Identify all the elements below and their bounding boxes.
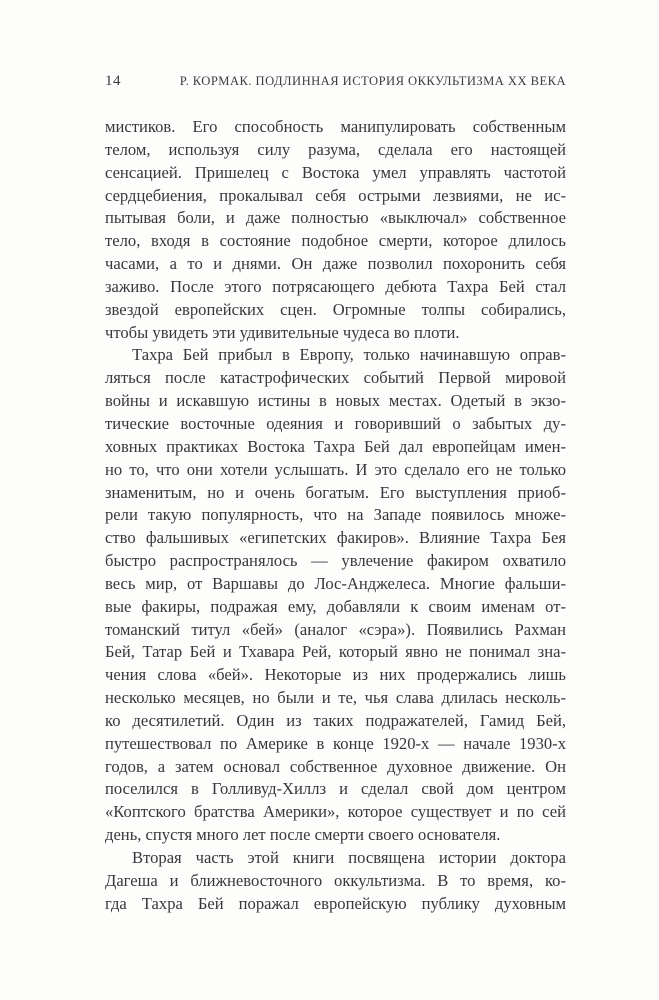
text-line: ховных практиках Востока Тахра Бей дал европейцам имен- xyxy=(105,436,566,456)
text-line: путешествовал по Америке в конце 1920-х — начале 1930-х xyxy=(105,733,566,753)
text-line: «Коптского братства Америки», которое существует и по сей xyxy=(105,802,566,822)
text-line: быстро распространялось — увлечение факиром охватило xyxy=(105,551,566,571)
running-header xyxy=(105,73,566,90)
text-line: томанский титул «бей» (аналог «сэра»). Появились Рахман xyxy=(105,619,566,639)
text-line: пытывая боли, и даже полностью «выключал» собственное xyxy=(105,208,566,228)
text-line: рели такую популярность, что на Западе появилось множе- xyxy=(105,505,566,525)
text-line: Дагеша и ближневосточного оккультизма. В то время, ко- xyxy=(105,870,566,890)
text-line: заживо. После этого потрясающего дебюта Тахра Бей стал xyxy=(105,276,566,296)
page-number: 14 xyxy=(105,73,121,89)
text-line: тело, входя в состояние подобное смерти, которое длилось xyxy=(105,231,566,251)
text-line: ляться после катастрофических событий Первой мировой xyxy=(105,368,566,388)
text-line: весь мир, от Варшавы до Лос-Анджелеса. Многие фальши- xyxy=(105,573,566,593)
text-line: день, спустя много лет после смерти своего основателя. xyxy=(105,825,501,845)
text-line: чения слова «бей». Некоторые из них продержались лишь xyxy=(105,665,566,685)
text-line: Бей, Татар Бей и Тхавара Рей, который явно не понимал зна- xyxy=(105,642,566,662)
text-line: ко десятилетий. Один из таких подражателей, Гамид Бей, xyxy=(105,710,566,730)
text-line: звездой европейских сцен. Огромные толпы собирались, xyxy=(105,299,566,319)
text-line: несколько месяцев, но были и те, чья слава длилась несколь- xyxy=(105,688,566,708)
text-line: вые факиры, подражая ему, добавляли к своим именам от- xyxy=(105,596,566,616)
text-line: но то, что они хотели услышать. И это сделало его не только xyxy=(105,459,566,479)
text-line: часами, а то и днями. Он даже позволил похоронить себя xyxy=(105,254,566,274)
text-line: ство фальшивых «египетских факиров». Влияние Тахра Бея xyxy=(105,528,566,548)
text-line: чтобы увидеть эти удивительные чудеса во плоти. xyxy=(105,322,460,342)
text-line: сердцебиения, прокалывал себя острыми лезвиями, не ис- xyxy=(105,185,566,205)
text-line: телом, используя силу разума, сделала его настоящей xyxy=(105,139,566,159)
text-line: поселился в Голливуд-Хиллз и сделал свой дом центром xyxy=(105,779,566,799)
text-line: тические восточные одеяния и говоривший о забытых ду- xyxy=(105,413,566,433)
text-line: сенсацией. Пришелец с Востока умел управлять частотой xyxy=(105,162,566,182)
text-line: Тахра Бей прибыл в Европу, только начинавшую оправ- xyxy=(132,345,566,365)
text-line: гда Тахра Бей поражал европейскую публику духовным xyxy=(105,893,566,913)
text-line: мистиков. Его способность манипулировать собственным xyxy=(105,117,566,136)
text-line: годов, а затем основал собственное духовное движение. Он xyxy=(105,756,566,776)
text-line: знаменитым, но и очень богатым. Его выступления приоб- xyxy=(105,482,566,502)
text-line: Вторая часть этой книги посвящена истории доктора xyxy=(132,848,566,867)
running-title: Р. КОРМАК. ПОДЛИННАЯ ИСТОРИЯ ОККУЛЬТИЗМА XX ВЕКА xyxy=(179,74,566,88)
text-line: войны и искавшую истины в новых местах. Одетый в экзо- xyxy=(105,391,566,411)
text-column xyxy=(105,116,566,916)
